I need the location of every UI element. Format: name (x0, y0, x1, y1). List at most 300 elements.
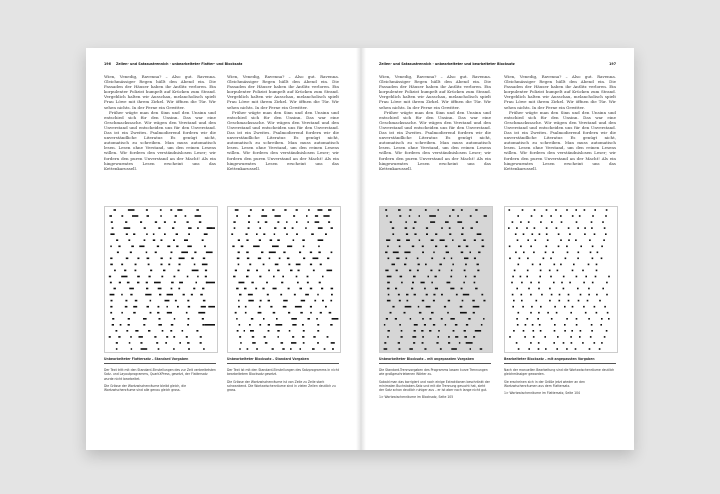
word-space-mark (193, 288, 195, 290)
word-space-mark (155, 252, 157, 254)
word-space-mark (441, 318, 443, 320)
word-space-mark (438, 336, 440, 338)
word-space-mark (322, 276, 324, 278)
word-space-mark (406, 258, 408, 260)
word-space-mark (445, 246, 447, 248)
caption-title: Unbearbeiteter Flattersatz – Standard Vorgaben (104, 357, 216, 364)
word-space-mark (146, 233, 148, 235)
word-space-mark (559, 300, 561, 302)
right-running-head (379, 62, 616, 66)
word-space-mark (110, 294, 115, 296)
word-space-mark (532, 233, 534, 235)
word-space-mark (194, 264, 196, 266)
line-end-mark (208, 306, 215, 308)
word-space-mark (323, 215, 329, 217)
word-space-mark (328, 209, 331, 211)
word-space-mark (272, 246, 279, 248)
word-space-mark (187, 221, 189, 223)
word-space-mark (554, 324, 556, 326)
word-space-mark (431, 282, 433, 284)
word-space-mark (283, 306, 287, 308)
word-space-mark (262, 288, 264, 290)
word-space-mark (300, 312, 303, 314)
word-space-mark (473, 336, 475, 338)
word-space-mark (396, 258, 399, 260)
word-space-mark (476, 221, 478, 223)
word-space-mark (399, 348, 401, 350)
word-space-mark (388, 294, 390, 296)
word-space-mark (187, 324, 189, 326)
word-space-mark (296, 221, 298, 223)
word-space-mark (453, 330, 455, 332)
word-space-mark (540, 221, 542, 223)
word-space-mark (565, 258, 567, 260)
word-space-mark (538, 312, 540, 314)
word-space-mark (129, 288, 134, 290)
word-space-mark (150, 300, 152, 302)
word-space-mark (185, 215, 187, 217)
book-gutter (356, 48, 366, 450)
word-space-mark (144, 239, 146, 241)
word-space-mark (591, 330, 593, 332)
word-space-mark (549, 288, 551, 290)
word-space-mark (511, 282, 513, 284)
word-space-mark (419, 215, 420, 217)
word-space-mark (572, 270, 574, 272)
word-space-mark (235, 270, 237, 272)
word-space-mark (238, 252, 240, 254)
word-space-mark (186, 336, 188, 338)
word-space-mark (256, 233, 258, 235)
spacing-diagram-blocksatz-adjusted (379, 206, 493, 353)
word-space-mark (325, 306, 327, 308)
word-space-mark (177, 209, 182, 211)
paragraph: Früher wägte man den Sinn und den Unsinn und entschied sich für den Unsinn. Das war eine Geschmackssache. Wir wägen den Verstand und den Unverstand und entscheiden uns für den Unverstand. Das ist ein Zweites. Psalmodierend fordern wir die unverständliche Literatur. Es genügt nicht, automatisch zu schreiben. Man muss automatisch lesen. Lesen ohne Verstand, um den reinen Lesens willen. Wir fordern den verständnislosen Leser; wir fordern den puren Unverstand an der Macht! Als ein hingewurmtes Lesen erscheint uns das Kettenkarussell. (379, 109, 491, 171)
word-space-mark (448, 342, 450, 344)
word-space-mark (184, 239, 188, 241)
word-space-mark (258, 312, 262, 314)
word-space-mark (426, 306, 431, 308)
word-space-mark (200, 342, 202, 344)
paragraph: Wien, Venedig, Ravenna? – Also gut. Ravenna. Gleichmässiger Regen hüllt den Abend ein. Die Fassaden der Häuser haben ihr Antlitz verloren. Ein korpulenter Polizist humpelt auf Krücken zum Strand. Vergeblich halten wir Ausschau, melancholisch spielt Frau Löwe mit ihrem Zirkel. Wir öffnen die Tür. Wir sehen nichts. In der Ferne ein Gewitter. (379, 74, 491, 110)
caption-text: Die Standard-Trennvorgaben des Programms lassen kurze Trennungen wie großgeschriebenen Wörter zu. (379, 368, 488, 377)
word-space-mark (317, 294, 318, 296)
word-space-mark (315, 215, 318, 217)
word-space-mark (470, 348, 471, 350)
word-space-mark (111, 221, 113, 223)
word-space-mark (325, 233, 327, 235)
word-space-mark (558, 246, 560, 248)
word-space-mark (300, 348, 302, 350)
word-space-mark (462, 300, 464, 302)
word-space-mark (399, 300, 401, 302)
word-space-mark (561, 221, 563, 223)
word-space-mark (252, 336, 254, 338)
word-space-mark (517, 239, 519, 241)
word-space-mark (441, 227, 443, 229)
word-space-mark (603, 239, 605, 241)
word-space-mark (385, 252, 387, 254)
word-space-mark (387, 282, 390, 284)
word-space-mark (513, 300, 515, 302)
word-space-mark (302, 239, 305, 241)
word-space-mark (566, 246, 568, 248)
word-space-mark (447, 282, 451, 284)
word-space-mark (150, 312, 152, 314)
word-space-mark (517, 324, 519, 326)
word-space-mark (474, 282, 476, 284)
word-space-mark (267, 294, 269, 296)
word-space-mark (392, 264, 396, 266)
word-space-mark (411, 288, 413, 290)
word-space-mark (179, 258, 185, 260)
word-space-mark (464, 336, 467, 338)
word-space-mark (385, 270, 388, 272)
word-space-mark (441, 294, 443, 296)
word-space-mark (137, 282, 139, 284)
word-space-mark (478, 252, 480, 254)
word-space-mark (292, 324, 296, 326)
word-space-mark (116, 239, 118, 241)
word-space-mark (528, 288, 530, 290)
word-space-mark (596, 270, 598, 272)
word-space-mark (424, 288, 426, 290)
word-space-mark (450, 318, 454, 320)
word-space-mark (238, 239, 240, 241)
word-space-mark (388, 258, 390, 260)
word-space-mark (419, 239, 420, 241)
word-space-mark (148, 330, 150, 332)
word-space-mark (452, 239, 453, 241)
word-space-mark (299, 252, 301, 254)
word-space-mark (110, 246, 112, 248)
word-space-mark (474, 239, 476, 241)
word-space-mark (601, 318, 603, 320)
word-space-mark (114, 288, 116, 290)
word-space-mark (387, 336, 389, 338)
word-space-mark (572, 215, 574, 217)
word-space-mark (544, 336, 546, 338)
word-space-mark (276, 324, 283, 326)
word-space-mark (310, 252, 312, 254)
word-space-mark (530, 246, 532, 248)
word-space-mark (564, 306, 566, 308)
word-space-mark (444, 258, 446, 260)
right-running-head-title: Zeilen- und Satzaustrennich · unbearbeiteter und bearbeiteter Blocksatz (379, 62, 515, 66)
word-space-mark (448, 336, 450, 338)
word-space-mark (318, 227, 323, 229)
word-space-mark (414, 324, 418, 326)
word-space-mark (560, 239, 562, 241)
word-space-mark (440, 239, 445, 241)
word-space-mark (546, 233, 548, 235)
word-space-mark (110, 282, 112, 284)
word-space-mark (464, 330, 466, 332)
word-space-mark (512, 276, 514, 278)
word-space-mark (584, 227, 586, 229)
word-space-mark (589, 348, 591, 350)
word-space-mark (425, 264, 427, 266)
word-space-mark (114, 209, 117, 211)
word-space-mark (306, 215, 308, 217)
word-space-mark (436, 342, 438, 344)
word-space-mark (401, 330, 403, 332)
word-space-mark (401, 336, 403, 338)
word-space-mark (571, 342, 573, 344)
caption-text: Sie erscheinen sich in der Größe jetzt wieder an den Wortzwischenräumen aus dem Flattersatz. (504, 379, 585, 388)
word-space-mark (331, 227, 333, 229)
word-space-mark (483, 300, 485, 302)
word-space-mark (551, 221, 553, 223)
word-space-mark (165, 342, 167, 344)
word-space-mark (599, 300, 601, 302)
word-space-mark (555, 209, 557, 211)
word-space-mark (474, 276, 476, 278)
word-space-mark (594, 306, 596, 308)
word-space-mark (165, 300, 170, 302)
word-space-mark (568, 227, 570, 229)
word-space-mark (181, 252, 188, 254)
word-space-mark (470, 252, 472, 254)
paragraph: Wien, Venedig, Ravenna? – Also gut. Ravenna. Gleichmässiger Regen hüllt den Abend ein. Die Fassaden der Häuser haben ihr Antlitz verloren. Ein korpulenter Polizist humpelt auf Krücken zum Strand. Vergeblich halten wir Ausschau, melancholisch spielt Frau Löwe mit ihrem Zirkel. Wir öffnen die Tür. Wir sehen nichts. In der Ferne ein Gewitter. (104, 74, 216, 110)
word-space-mark (396, 270, 398, 272)
word-space-mark (146, 288, 148, 290)
word-space-mark (387, 276, 392, 278)
word-space-mark (199, 221, 201, 223)
word-space-mark (399, 246, 401, 248)
word-space-mark (582, 270, 584, 272)
word-space-mark (540, 270, 542, 272)
word-space-mark (560, 264, 562, 266)
caption-text: Die Grösse der Wortzwischenräume ist von Zeile zu Zeile stark schwankend. Die Wortzwischenräume sind in vielen Zeilen deutlich zu gross. (227, 379, 336, 393)
word-space-mark (121, 276, 127, 278)
word-space-mark (322, 300, 324, 302)
word-space-mark (395, 318, 397, 320)
word-space-mark (261, 215, 267, 217)
word-space-mark (252, 342, 256, 344)
word-space-mark (538, 288, 540, 290)
word-space-mark (153, 233, 155, 235)
word-space-mark (570, 336, 572, 338)
word-space-mark (287, 258, 290, 260)
word-space-mark (474, 258, 476, 260)
word-space-mark (137, 258, 139, 260)
word-space-mark (584, 209, 586, 211)
word-space-mark (429, 330, 431, 332)
word-space-mark (293, 239, 295, 241)
word-space-mark (599, 348, 601, 350)
word-space-mark (516, 318, 518, 320)
word-space-mark (312, 348, 315, 350)
word-space-mark (481, 294, 483, 296)
word-space-mark (577, 288, 579, 290)
word-space-mark (537, 318, 539, 320)
word-space-mark (130, 252, 132, 254)
word-space-mark (245, 306, 247, 308)
word-space-mark (433, 300, 435, 302)
word-space-mark (594, 342, 596, 344)
word-space-mark (203, 258, 205, 260)
word-space-mark (422, 300, 424, 302)
word-space-mark (110, 264, 113, 266)
word-space-mark (451, 348, 457, 350)
word-space-mark (392, 233, 394, 235)
word-space-mark (431, 312, 434, 314)
word-space-mark (317, 324, 319, 326)
word-space-mark (296, 233, 298, 235)
word-space-mark (171, 282, 174, 284)
word-space-mark (296, 276, 298, 278)
word-space-mark (300, 288, 303, 290)
word-space-mark (135, 270, 137, 272)
word-space-mark (449, 215, 451, 217)
caption-blocksatz-edited (504, 357, 616, 398)
word-space-mark (310, 306, 312, 308)
word-space-mark (321, 288, 323, 290)
word-space-mark (563, 342, 565, 344)
word-space-mark (527, 239, 529, 241)
word-space-mark (187, 300, 189, 302)
word-space-mark (414, 221, 417, 223)
word-space-mark (327, 336, 329, 338)
word-space-mark (568, 294, 570, 296)
word-space-mark (244, 330, 245, 332)
word-space-mark (426, 233, 428, 235)
word-space-mark (592, 282, 594, 284)
word-space-mark (313, 270, 315, 272)
word-space-mark (140, 221, 142, 223)
word-space-mark (406, 294, 408, 296)
word-space-mark (554, 264, 556, 266)
word-space-mark (480, 348, 483, 350)
word-space-mark (524, 336, 526, 338)
word-space-mark (235, 209, 239, 211)
word-space-mark (414, 330, 416, 332)
word-space-mark (449, 227, 451, 229)
word-space-mark (170, 209, 172, 211)
word-space-mark (576, 324, 578, 326)
word-space-mark (160, 215, 162, 217)
word-space-mark (424, 324, 426, 326)
word-space-mark (571, 330, 573, 332)
word-space-mark (426, 294, 428, 296)
word-space-mark (431, 258, 433, 260)
word-space-mark (533, 330, 535, 332)
word-space-mark (585, 312, 587, 314)
word-space-mark (407, 300, 409, 302)
word-space-mark (150, 270, 152, 272)
word-space-mark (288, 312, 290, 314)
word-space-mark (435, 288, 438, 290)
word-space-mark (188, 306, 190, 308)
word-space-mark (413, 276, 416, 278)
word-space-mark (147, 258, 150, 260)
word-space-mark (390, 312, 392, 314)
word-space-mark (393, 252, 399, 254)
word-space-mark (124, 270, 126, 272)
word-space-mark (386, 239, 390, 241)
word-space-mark (148, 264, 150, 266)
word-space-mark (550, 276, 552, 278)
word-space-mark (327, 270, 333, 272)
word-space-mark (520, 246, 522, 248)
word-space-mark (158, 348, 160, 350)
word-space-mark (435, 233, 437, 235)
word-space-mark (575, 209, 577, 211)
word-space-mark (569, 282, 571, 284)
word-space-mark (518, 264, 520, 266)
word-space-mark (158, 227, 160, 229)
word-space-mark (239, 348, 240, 350)
word-space-mark (159, 318, 161, 320)
word-space-mark (328, 221, 330, 223)
word-space-mark (521, 300, 523, 302)
word-space-mark (539, 264, 541, 266)
word-space-mark (239, 294, 242, 296)
word-space-mark (175, 300, 177, 302)
word-space-mark (202, 288, 204, 290)
word-space-mark (591, 324, 593, 326)
spacing-diagram-blocksatz-edited (504, 206, 618, 353)
word-space-mark (332, 318, 339, 320)
word-space-mark (248, 221, 250, 223)
word-space-mark (317, 342, 319, 344)
word-space-mark (258, 221, 260, 223)
word-space-mark (404, 264, 406, 266)
word-space-mark (331, 288, 334, 290)
word-space-mark (552, 252, 554, 254)
word-space-mark (164, 221, 166, 223)
word-space-mark (268, 324, 270, 326)
word-space-mark (250, 330, 254, 332)
word-space-mark (461, 252, 464, 254)
word-space-mark (390, 221, 392, 223)
word-space-mark (179, 264, 181, 266)
word-space-mark (553, 282, 555, 284)
word-space-mark (186, 312, 188, 314)
word-space-mark (297, 282, 299, 284)
word-space-mark (110, 312, 112, 314)
word-space-mark (202, 318, 204, 320)
word-space-mark (596, 294, 598, 296)
word-space-mark (265, 221, 268, 223)
word-space-mark (386, 215, 388, 217)
word-space-mark (601, 258, 603, 260)
word-space-mark (561, 282, 563, 284)
word-space-mark (551, 294, 553, 296)
word-space-mark (281, 282, 283, 284)
word-space-mark (444, 306, 446, 308)
word-space-mark (532, 324, 534, 326)
word-space-mark (238, 264, 240, 266)
word-space-mark (268, 270, 270, 272)
word-space-mark (308, 209, 310, 211)
word-space-mark (248, 215, 250, 217)
word-space-mark (534, 209, 536, 211)
word-space-mark (567, 252, 569, 254)
word-space-mark (128, 239, 130, 241)
word-space-mark (143, 318, 147, 320)
word-space-mark (456, 294, 458, 296)
word-space-mark (310, 264, 312, 266)
word-space-mark (273, 276, 275, 278)
word-space-mark (246, 239, 248, 241)
word-space-mark (387, 300, 391, 302)
word-space-mark (557, 270, 559, 272)
word-space-mark (307, 221, 309, 223)
word-space-mark (247, 270, 250, 272)
word-space-mark (576, 221, 578, 223)
